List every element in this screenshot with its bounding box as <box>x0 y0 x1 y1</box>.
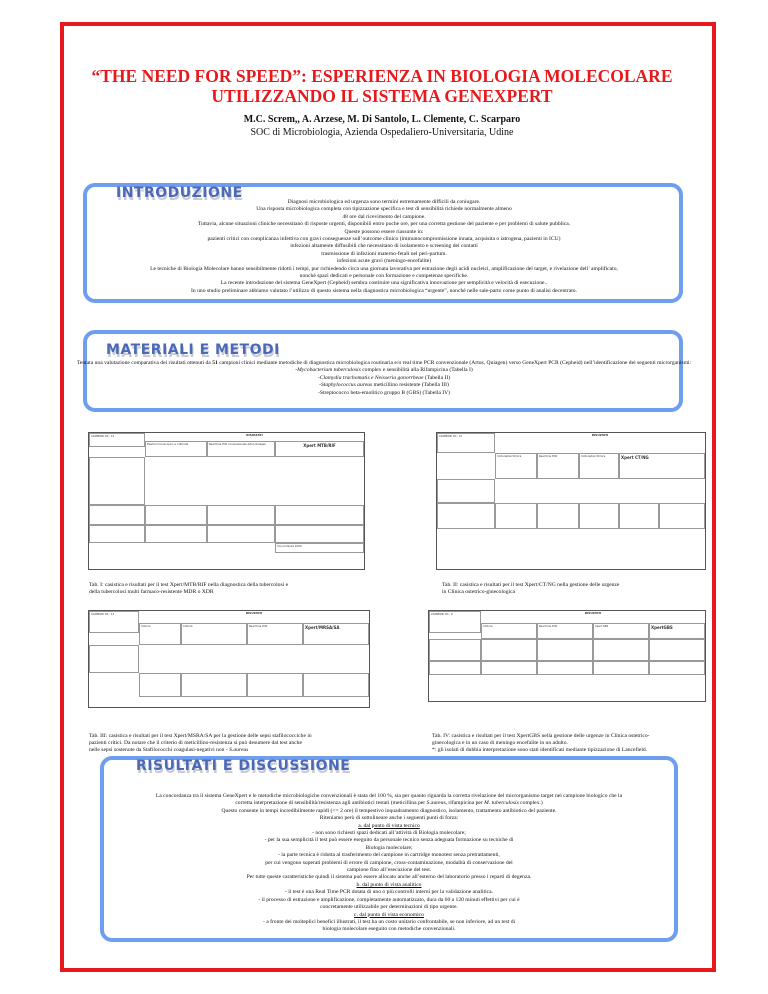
methods-heading: MATERIALI E METODI <box>106 342 280 358</box>
table-1-caption: Tab. I: casistica e risultati per il test Xpert/MTB/RIF nella diagnostica della tubercolosi e della tubercolosi multi farmaco-resistente MDR o XDR <box>89 582 289 595</box>
affiliation: SOC di Microbiologia, Azienda Ospedaliero-Universitaria, Udine <box>250 127 514 138</box>
table-4-row <box>537 661 593 675</box>
table-1-footer: Concordanza 100% <box>275 543 364 553</box>
table-3-col3: Real time PCR <box>247 623 303 645</box>
table-2-header: RISULTATI <box>591 433 609 437</box>
table-2-col3: Coltura/biochimica <box>579 453 619 479</box>
table-4-row <box>481 639 537 661</box>
table-4-col1: Coltura <box>481 623 537 639</box>
results-heading: RISULTATI E DISCUSSIONE <box>136 758 351 774</box>
table-1 <box>88 432 365 570</box>
results-text: La concordanza tra il sistema GeneXpert e le metodiche microbiologiche convenzionali è stata del 100 %, sia per quanto riguarda la corretta rivelazione del microrganismo target nel campione biologico che la corretta interpretazione di sensibilità/resistenza agli antibiotici testati (meticillina per S.aureus, rifampicina per M. tuberculosis complex.) Questo consente in tempi incredibilmente rapidi (<= 2 ore) il tempestivo inquadramento diagnostico, isolamento, trattamento antibiotico del paziente. Riteniamo però di sottolineare anche i seguenti punti di forza: a. dal punto di vista tecnico - non sono richiesti spazi dedicati all’attività di Biologia molecolare; - per la sua semplicità il test può essere eseguito da personale tecnico senza adeguata formazione su tecniche di Biologia molecolare; - la parte tecnica è ridotta al trasferimento del campione in cartridge monotest senza pretrattamenti, per cui vengono superati problemi di errore di campione, cross-contaminazione, modalità di conservazione del campione fino all’esecuzione del test. Per tutte queste caratteristiche quindi il sistema può essere allocato anche all’esterno del laboratorio presso i reparti di degenza. b. dal punto di vista analitico - il test è una Real Time PCR dotata di uno o più controlli interni per la validazione analitica. - il processo di estrazione e amplificazione, completamente automatizzato, dura da 60 a 120 minuti effettivi per cui è concretamente utilizzabile per determinazioni di tipo urgente. c. dal punto di vista economico - a fronte dei molteplici benefici illustrati, il test ha un costo unitario confrontabile, se non inferiore, ad un test di biologia molecolare eseguito con metodiche convenzionali. <box>155 793 623 933</box>
table-3-row <box>181 673 247 697</box>
table-1-row <box>207 525 275 543</box>
table-1-col2: Real time PCR convenzionale Artus Quiagen <box>207 441 275 457</box>
table-3-caption: Tab. III: casistica e risultati per il test Xpert/MSRA/SA per la gestione delle sepsi stafilococciche in pazienti critici. Da notare che il criterio di meticillino-resistenza si può desumere dal test anche nelle sepsi sostenute da Stafilococchi coagulasi-negativi non - S.aureus <box>89 733 312 753</box>
table-2-row <box>579 503 619 529</box>
table-3-xpert: Xpert/MRSA/SA <box>303 623 369 645</box>
table-4-row <box>429 661 481 675</box>
table-3-row <box>247 673 303 697</box>
table-2-row <box>495 503 537 529</box>
table-4-row <box>537 639 593 661</box>
table-3 <box>88 610 370 708</box>
table-2-row <box>659 503 705 529</box>
table-4-row <box>649 661 705 675</box>
table-1-row <box>275 505 364 525</box>
table-3-row <box>89 645 139 673</box>
table-2-row <box>619 503 659 529</box>
table-1-xpert: Xpert MTB/RIF <box>275 441 364 457</box>
table-2 <box>436 432 706 570</box>
table-1-row <box>145 525 207 543</box>
table-3-col2: Coltura <box>181 623 247 645</box>
table-4-caption: Tab. IV: casistica e risultati per il test XpertGBS nella gestione delle urgenze in Clinica ostetrico- ginecologica e in un caso di meningo encefalite in un adulto. *: gli isolati di dubbia interpretazione sono stati identificati mediante tipizzazione di Lancefield. <box>432 733 650 753</box>
table-2-count: CAMPIONI tot.: 15 <box>437 433 495 453</box>
table-4-col2: Real time PCR <box>537 623 593 639</box>
table-4-row <box>593 639 649 661</box>
table-1-row <box>207 505 275 525</box>
authors: M.C. Screm,, A. Arzese, M. Di Santolo, L. Clemente, C. Scarparo <box>243 114 521 125</box>
table-3-header: RISULTATI <box>245 611 263 615</box>
table-4-row <box>649 639 705 661</box>
table-1-header: RISULTATI <box>246 433 263 437</box>
table-1-row <box>89 525 145 543</box>
methods-text: Tentata una valutazione comparativa dei risultati ottenuti da 51 campioni clinici mediante metodiche di diagnostica microbiologica routinaria e/o real time PCR convenzionale (Artus, Quiagen) verso GeneXpert PCR (Cepheid) nell’identificazione dei seguenti microrganismi: -Mycobacterium tuberculosis complex e sensibilità alla Rifampicina (Tabella I) -Clamydia trachomatis e Neisseria gonorrheae (Tabella II) -Staphylococcus aureus meticillino resistente (Tabella III) -Streptococco beta-emolitico gruppo B (GBS) (Tabella IV) <box>76 360 692 396</box>
table-2-row <box>437 503 495 529</box>
intro-heading: INTRODUZIONE <box>116 185 243 201</box>
table-4-count: CAMPIONI tot.: 9 <box>429 611 481 633</box>
poster-title: “THE NEED FOR SPEED”: ESPERIENZA IN BIOLOGIA MOLECOLARE UTILIZZANDO IL SISTEMA GENEXPERT <box>91 66 673 106</box>
table-2-row <box>437 479 495 503</box>
table-3-col1: Coltura <box>139 623 181 645</box>
table-1-count: CAMPIONI tot.: 14 <box>89 433 145 447</box>
table-4-row <box>481 661 537 675</box>
table-3-row <box>139 673 181 697</box>
table-4-row <box>429 639 481 661</box>
table-4-header: RISULTATI <box>584 611 602 615</box>
table-3-count: CAMPIONI tot.: 13 <box>89 611 139 633</box>
table-1-row <box>275 525 364 543</box>
table-1-row <box>89 457 145 505</box>
table-1-row <box>89 505 145 525</box>
table-3-row <box>303 673 369 697</box>
table-4-col3: Xpert GBS <box>593 623 649 639</box>
intro-text: Diagnosi microbiologica ed urgenza sono termini estremamente difficili da coniugare. Una risposta microbiologica completa con tipizzazione specifica e test di sensibilità richiede normalmente almeno 48 ore dal ricevimento del campione. Tuttavia, alcune situazioni cliniche necessitano di risposte urgenti, disponibili entro poche ore, per una corretta gestione del paziente e per problemi di salute pubblica. Queste possono essere riassunte in: pazienti critici con complicanza infettiva con gravi conseguenze sull’outcome clinico (immunocompromissione innata, acquisita o iatrogena, pazienti in ICU) infezioni altamente diffusibili che necessitano di isolamento e screening dei contatti trasmissione di infezioni materno-fetali nel peri-partum. infezioni acute gravi (meningo-encefalite) Le tecniche di Biologia Molecolare hanno sensibilmente ridotti i tempi, pur richiedendo circa una giornata lavorativa per estrazione degli acidi nucleici, amplificazione del target, e rivelazione dell’ amplificato, nonchè spazi dedicati e personale con formazione e competenze specifiche. La recente introduzione del sistema GeneXpert (Cepheid) sembra costituire una significativa innovazione per semplicità e velocità di esecuzione.. In uno studio preliminare abbiamo valutato l’utilizzo di questo sistema nella diagnostica microbiologica “urgente”, nonchè nelle sale-parto come punto di analisi decentrato. <box>150 199 618 294</box>
table-4 <box>428 610 706 702</box>
table-2-caption: Tab. II: casistica e risultati per il test Xpert/CT/NG nella gestione delle urgenze in Clinica ostetrico-ginecologica <box>442 582 620 595</box>
table-2-col2: Real time PCR <box>537 453 579 479</box>
table-1-col1: Esame microscopico e colturale <box>145 441 207 457</box>
table-4-xpert: XpertGBS <box>649 623 705 639</box>
table-1-row <box>145 505 207 525</box>
table-2-col1: Coltura/biochimica <box>495 453 537 479</box>
table-2-xpert: Xpert CT/NG <box>619 453 705 479</box>
table-2-row <box>537 503 579 529</box>
table-4-row <box>593 661 649 675</box>
